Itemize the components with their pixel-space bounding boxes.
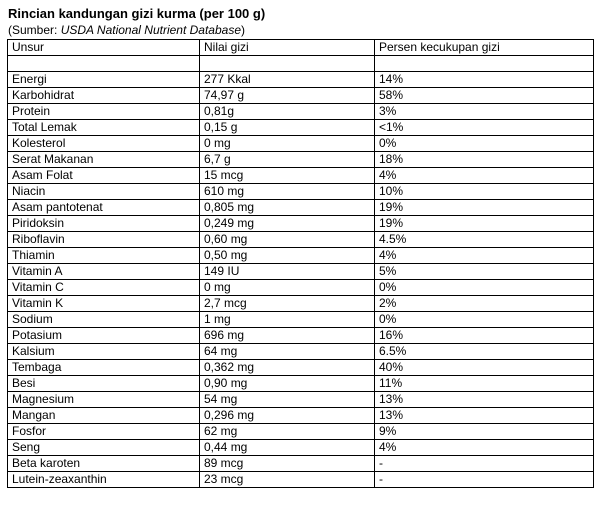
cell-persen-kecukupan: 2% [375,296,594,312]
cell-nilai-gizi: 62 mg [200,424,375,440]
table-row [8,184,594,200]
cell-unsur: Fosfor [8,424,200,440]
cell-unsur: Sodium [8,312,200,328]
source-name: USDA National Nutrient Database [60,23,241,37]
cell-nilai-gizi: 89 mcg [200,456,375,472]
header-persen-kecukupan: Persen kecukupan gizi [375,40,594,56]
table-row [8,88,594,104]
table-row [8,280,594,296]
cell-persen-kecukupan: 10% [375,184,594,200]
cell-persen-kecukupan: 18% [375,152,594,168]
cell-unsur: Karbohidrat [8,88,200,104]
cell-unsur: Potasium [8,328,200,344]
cell-persen-kecukupan: 3% [375,104,594,120]
cell-nilai-gizi: 0,90 mg [200,376,375,392]
cell-nilai-gizi: 0,296 mg [200,408,375,424]
cell-unsur: Protein [8,104,200,120]
cell-persen-kecukupan: 5% [375,264,594,280]
empty-cell [8,56,200,72]
cell-persen-kecukupan: 13% [375,408,594,424]
table-row [8,456,594,472]
header-unsur: Unsur [8,40,200,56]
cell-persen-kecukupan: 4.5% [375,232,594,248]
cell-nilai-gizi: 0,50 mg [200,248,375,264]
cell-persen-kecukupan: - [375,456,594,472]
cell-unsur: Thiamin [8,248,200,264]
table-row [8,344,594,360]
cell-unsur: Asam Folat [8,168,200,184]
cell-nilai-gizi: 2,7 mcg [200,296,375,312]
cell-persen-kecukupan: 16% [375,328,594,344]
cell-persen-kecukupan: 19% [375,216,594,232]
cell-persen-kecukupan: 13% [375,392,594,408]
empty-cell [200,56,375,72]
cell-unsur: Mangan [8,408,200,424]
table-row [8,120,594,136]
table-row [8,440,594,456]
table-row [8,264,594,280]
cell-persen-kecukupan: 14% [375,72,594,88]
empty-cell [375,56,594,72]
cell-unsur: Kolesterol [8,136,200,152]
cell-nilai-gizi: 610 mg [200,184,375,200]
cell-nilai-gizi: 0,60 mg [200,232,375,248]
table-row [8,248,594,264]
source-suffix: ) [241,23,245,37]
source-prefix: (Sumber: [8,23,61,37]
cell-nilai-gizi: 0 mg [200,136,375,152]
table-row [8,376,594,392]
cell-nilai-gizi: 0,81g [200,104,375,120]
cell-nilai-gizi: 0,15 g [200,120,375,136]
table-row [8,328,594,344]
cell-unsur: Piridoksin [8,216,200,232]
cell-persen-kecukupan: 9% [375,424,594,440]
table-row [8,408,594,424]
table-row [8,392,594,408]
table-header-row [8,40,594,56]
cell-nilai-gizi: 64 mg [200,344,375,360]
cell-unsur: Besi [8,376,200,392]
cell-persen-kecukupan: 11% [375,376,594,392]
cell-unsur: Vitamin C [8,280,200,296]
cell-nilai-gizi: 277 Kkal [200,72,375,88]
table-row [8,168,594,184]
table-empty-row [8,56,594,72]
table-row [8,200,594,216]
cell-nilai-gizi: 1 mg [200,312,375,328]
document-title: Rincian kandungan gizi kurma (per 100 g) [8,6,266,21]
table-row [8,72,594,88]
cell-unsur: Tembaga [8,360,200,376]
table-row [8,312,594,328]
cell-persen-kecukupan: 0% [375,312,594,328]
table-row [8,424,594,440]
cell-persen-kecukupan: 4% [375,440,594,456]
cell-unsur: Riboflavin [8,232,200,248]
cell-persen-kecukupan: - [375,472,594,488]
cell-nilai-gizi: 15 mcg [200,168,375,184]
cell-unsur: Serat Makanan [8,152,200,168]
cell-persen-kecukupan: 0% [375,136,594,152]
cell-nilai-gizi: 0,805 mg [200,200,375,216]
cell-nilai-gizi: 0,249 mg [200,216,375,232]
nutrition-table [7,39,594,488]
cell-nilai-gizi: 74,97 g [200,88,375,104]
cell-nilai-gizi: 696 mg [200,328,375,344]
cell-nilai-gizi: 149 IU [200,264,375,280]
cell-persen-kecukupan: 6.5% [375,344,594,360]
table-row [8,232,594,248]
cell-unsur: Seng [8,440,200,456]
cell-persen-kecukupan: 4% [375,248,594,264]
cell-nilai-gizi: 23 mcg [200,472,375,488]
cell-unsur: Energi [8,72,200,88]
cell-unsur: Kalsium [8,344,200,360]
cell-persen-kecukupan: <1% [375,120,594,136]
cell-nilai-gizi: 6,7 g [200,152,375,168]
table-row [8,216,594,232]
cell-unsur: Vitamin K [8,296,200,312]
table-row [8,104,594,120]
cell-unsur: Asam pantotenat [8,200,200,216]
cell-persen-kecukupan: 40% [375,360,594,376]
cell-nilai-gizi: 0,44 mg [200,440,375,456]
table-row [8,472,594,488]
cell-nilai-gizi: 0 mg [200,280,375,296]
cell-persen-kecukupan: 0% [375,280,594,296]
cell-persen-kecukupan: 58% [375,88,594,104]
source-citation [8,23,245,37]
header-nilai-gizi: Nilai gizi [200,40,375,56]
nutrition-table-body [8,40,594,488]
cell-nilai-gizi: 54 mg [200,392,375,408]
cell-unsur: Lutein-zeaxanthin [8,472,200,488]
cell-nilai-gizi: 0,362 mg [200,360,375,376]
cell-unsur: Beta karoten [8,456,200,472]
cell-unsur: Magnesium [8,392,200,408]
cell-persen-kecukupan: 19% [375,200,594,216]
table-row [8,136,594,152]
table-row [8,360,594,376]
cell-persen-kecukupan: 4% [375,168,594,184]
table-row [8,296,594,312]
cell-unsur: Vitamin A [8,264,200,280]
table-row [8,152,594,168]
cell-unsur: Total Lemak [8,120,200,136]
cell-unsur: Niacin [8,184,200,200]
